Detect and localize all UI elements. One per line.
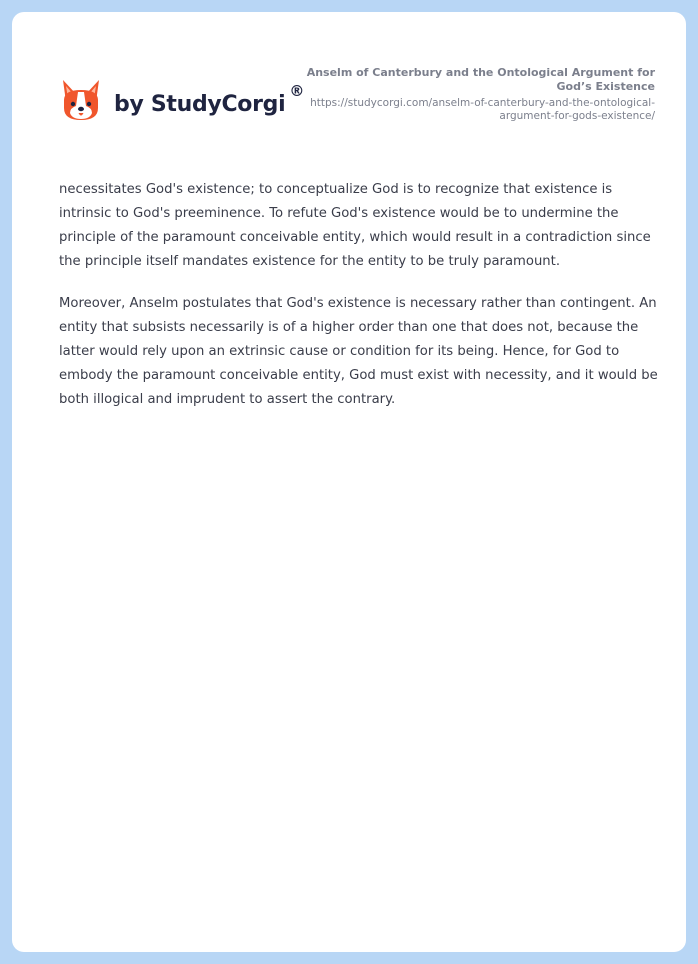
document-url[interactable]: https://studycorgi.com/anselm-of-canterbury-and-the-ontological-argument-for-gods-existence/ xyxy=(310,97,655,122)
body-paragraph: necessitates God's existence; to conceptualize God is to recognize that existence is intrinsic to God's preeminence. To refute God's existence would be to undermine the principle of the paramount conceivable entity, which would result in a contradiction since the principle itself mandates existence for the entity to be truly paramount. xyxy=(59,182,651,269)
document-meta xyxy=(295,66,655,123)
document-page xyxy=(12,12,686,952)
studycorgi-logo[interactable] xyxy=(60,76,304,126)
document-body xyxy=(59,178,659,430)
page-header xyxy=(12,12,686,162)
brand-name: by StudyCorgi xyxy=(114,91,286,117)
document-title: Anselm of Canterbury and the Ontological Argument for God’s Existence xyxy=(306,66,655,93)
corgi-logo-icon xyxy=(60,78,102,124)
body-paragraph: Moreover, Anselm postulates that God's existence is necessary rather than contingent. An entity that subsists necessarily is of a higher order than one that does not, because the latter would rely upon an extrinsic cause or condition for its being. Hence, for God to embody the paramount conceivable entity, God must exist with necessity, and it would be both illogical and imprudent to assert the contrary. xyxy=(59,296,658,407)
registered-mark: ® xyxy=(289,82,305,100)
